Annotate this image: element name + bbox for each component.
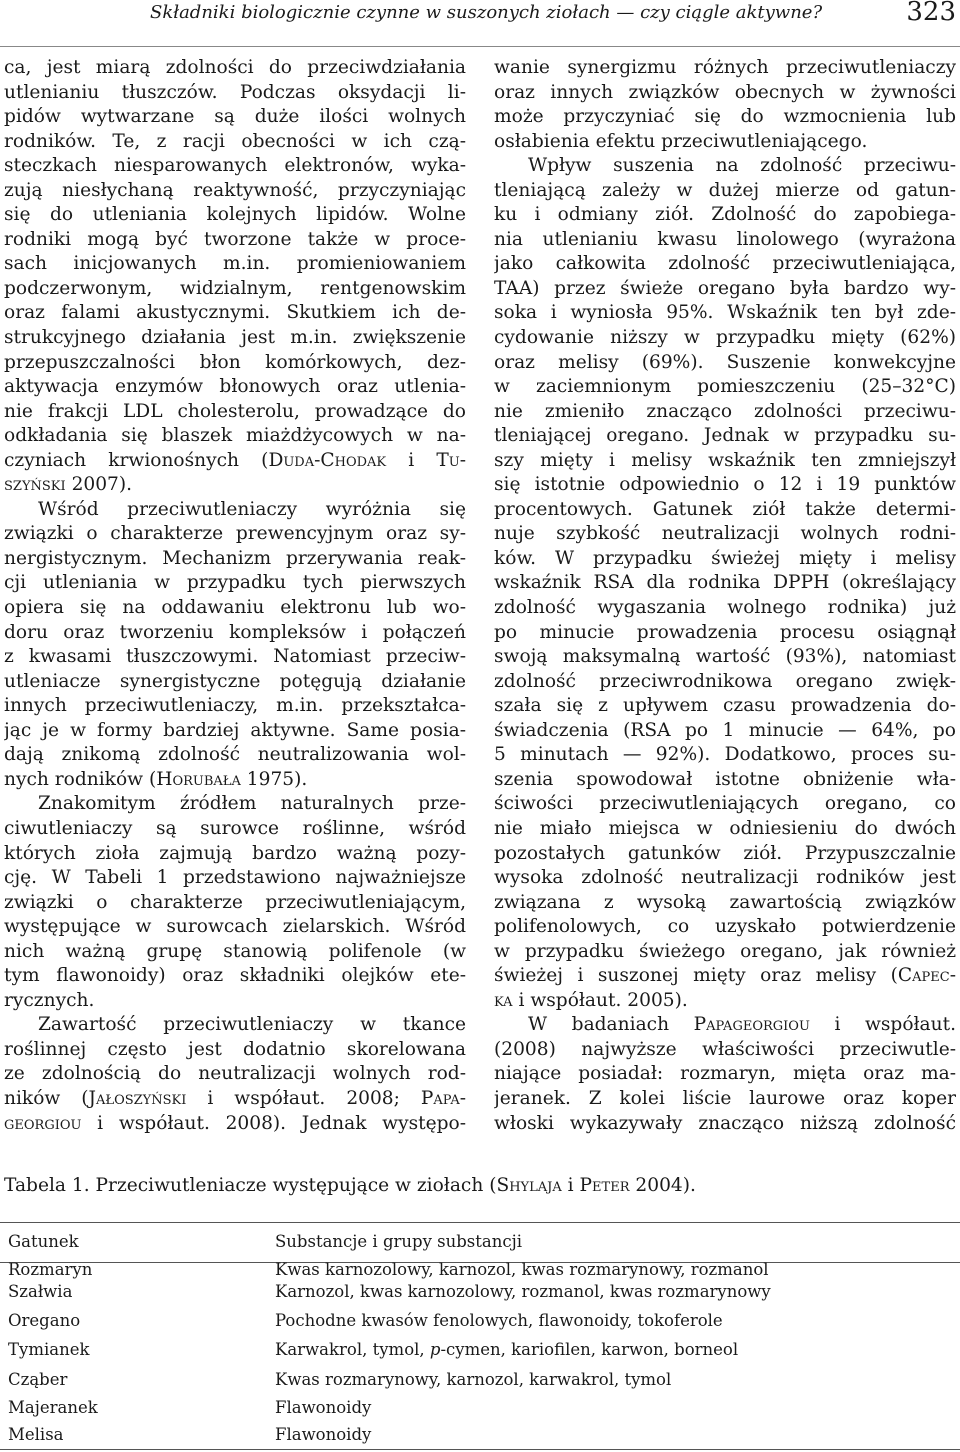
table-cell-substances: Flawonoidy <box>275 1398 372 1417</box>
text-line: po minucie prowadzenia procesu osiągnął <box>494 621 956 643</box>
table-cell-species: Oregano <box>8 1311 81 1330</box>
text-line: w zaciemnionym pomieszczeniu (25–32°C) <box>494 376 956 398</box>
text-line: nia utlenianiu kwasu linolowego (wyrażona <box>494 228 956 250</box>
text-line: ze zdolnością do neutralizacji wolnych rod- <box>4 1063 466 1085</box>
text-line: W badaniach Papageorgiou i współaut. <box>528 1014 956 1036</box>
text-line: związki o charakterze prewencyjnym oraz sy- <box>4 523 466 545</box>
text-line: procentowych. Gatunek ziół także determi- <box>494 498 956 520</box>
table-cell-species: Tymianek <box>8 1340 90 1359</box>
text-line: pozostałych gatunków ziół. Przypuszczalnie <box>494 842 956 864</box>
table-cell-species: Melisa <box>8 1425 64 1444</box>
text-line: świeżej i suszonej mięty oraz melisy (Capec- <box>494 965 956 987</box>
text-line: ku i odmiany ziół. Zdolność do zapobiega- <box>494 204 956 226</box>
text-line: swoją maksymalną wartość (93%), natomiast <box>494 646 956 668</box>
text-line: rodników. Te, z racji obecności w ich czą- <box>4 130 466 152</box>
left-text-column <box>4 56 466 1136</box>
running-title: Składniki biologicznie czynne w suszonych ziołach — czy ciągle aktywne? <box>150 2 823 23</box>
text-line: odkładania się blaszek miażdżycowych w na- <box>4 425 466 447</box>
text-line: polifenolowych, co uzyskało potwierdzenie <box>494 916 956 938</box>
running-header <box>0 0 960 47</box>
text-line: nuje szybkość neutralizacji wolnych rodni- <box>494 523 956 545</box>
text-line: rodniki mogą być tworzone także w proce- <box>4 228 466 250</box>
text-line: czyniach krwionośnych (Duda-Chodak i Tu- <box>4 449 466 471</box>
text-line: jeranek. Z kolei liście laurowe oraz koper <box>494 1087 956 1109</box>
table-cell-species: Rozmaryn <box>8 1260 93 1279</box>
text-line: utlenianiu tłuszczów. Podczas oksydacji li- <box>4 81 466 103</box>
text-line: cji utleniania w przypadku tych pierwszych <box>4 572 466 594</box>
text-line: doru oraz tworzeniu kompleksów i połączeń <box>4 621 466 643</box>
text-line: oraz innych związków obecnych w żywności <box>494 81 956 103</box>
text-line: wskaźnik RSA dla rodnika DPPH (określający <box>494 572 956 594</box>
text-line: osłabienia efektu przeciwutleniającego. <box>494 130 868 152</box>
text-line: szała się z upływem czasu prowadzenia do- <box>494 695 956 717</box>
text-line: szy mięty i melisy wskaźnik ten zmniejszył <box>494 449 956 471</box>
text-line: roślinnej często jest dodatnio skorelowana <box>4 1038 466 1060</box>
table-cell-substances: Kwas rozmarynowy, karnozol, karwakrol, tymol <box>275 1370 672 1389</box>
text-line: występujące w surowcach zielarskich. Wśród <box>4 916 466 938</box>
text-line: oraz melisy (69%). Suszenie konwekcyjne <box>494 351 956 373</box>
table-caption: Tabela 1. Przeciwutleniacze występujące w ziołach (Shylaja i Peter 2004). <box>4 1175 696 1196</box>
text-line: w przypadku świeżego oregano, jak również <box>494 940 956 962</box>
text-line: tleniającej oregano. Jednak w przypadku su- <box>494 425 956 447</box>
text-line: jąc je w formy bardziej aktywne. Same posia- <box>4 719 466 741</box>
text-line: ca, jest miarą zdolności do przeciwdziałania <box>4 57 466 78</box>
text-line: szenia spowodował istotne obniżenie wła- <box>494 768 956 790</box>
text-line: soka i wyniosła 95%. Wskaźnik ten był zde- <box>494 302 956 324</box>
text-line: opiera się na oddawaniu elektronu lub wo- <box>4 597 466 619</box>
table-bottom-rule <box>0 1449 960 1450</box>
text-line: ciwutleniaczy są surowce roślinne, wśród <box>4 817 466 839</box>
text-line: strukcyjnego działania jest m.in. zwiększenie <box>4 327 466 349</box>
text-line: z kwasami tłuszczowymi. Natomiast przeciw- <box>4 646 466 668</box>
table-cell-species: Cząber <box>8 1370 68 1389</box>
text-line: innych przeciwutleniaczy, m.in. przekształca- <box>4 695 466 717</box>
text-line: tym flawonoidy) oraz składniki olejków ete- <box>4 965 466 987</box>
text-line: nych rodników (Horubała 1975). <box>4 768 308 790</box>
page-number: 323 <box>906 0 956 27</box>
text-line: się istotnie odpowiednio o 12 i 19 punktów <box>494 474 956 496</box>
text-line: się do utleniania kolejnych lipidów. Wolne <box>4 204 466 226</box>
text-line: związana z wysoką zawartością związków <box>494 891 956 913</box>
text-line: nergistycznym. Mechanizm przerywania reak- <box>4 547 466 569</box>
text-line: pidów wytwarzane są duże ilości wolnych <box>4 106 466 128</box>
text-line: wanie synergizmu różnych przeciwutleniaczy <box>494 57 956 78</box>
text-line: Znakomitym źródłem naturalnych prze- <box>38 793 466 815</box>
table-cell-species: Majeranek <box>8 1398 98 1417</box>
text-line: steczkach niesparowanych elektronów, wyka- <box>4 155 466 177</box>
caption-author-1: Shylaja <box>496 1175 562 1196</box>
caption-author-2: Peter <box>579 1175 630 1196</box>
text-line: tleniającą zależy w dużej mierze od gatun- <box>494 179 956 201</box>
text-line: włoski wykazywały znacząco niższą zdolność <box>494 1112 956 1134</box>
text-line: TAA) przez świeże oregano była bardzo wy- <box>494 277 956 299</box>
table-cell-substances: Karwakrol, tymol, p-cymen, kariofilen, karwon, borneol <box>275 1340 739 1359</box>
right-text-column <box>494 56 956 1136</box>
text-line: związki o charakterze przeciwutleniającym, <box>4 891 466 913</box>
text-line: nie zmieniło znacząco zdolności przeciwu- <box>494 400 956 422</box>
text-line: georgiou i współaut. 2008). Jednak występo- <box>4 1112 466 1134</box>
text-line: szyński 2007). <box>4 474 133 496</box>
text-line: cydowanie niższy w przypadku mięty (62%) <box>494 327 956 349</box>
text-line: cję. W Tabeli 1 przedstawiono najważniejsze <box>4 867 466 889</box>
text-line: jako całkowita zdolność przeciwutleniająca, <box>494 253 956 275</box>
text-line: utleniacze synergistyczne potęgują działanie <box>4 670 466 692</box>
text-line: aktywacja enzymów błonowych oraz utlenia- <box>4 376 466 398</box>
text-line: Wpływ suszenia na zdolność przeciwu- <box>528 155 956 177</box>
text-line: (2008) najwyższe właściwości przeciwutle- <box>494 1038 956 1060</box>
table-cell-species: Szałwia <box>8 1282 73 1301</box>
table-cell-substances: Karnozol, kwas karnozolowy, rozmanol, kwas rozmarynowy <box>275 1282 771 1301</box>
text-line: nie miało miejsca w odniesieniu do dwóch <box>494 817 956 839</box>
text-line: sach inicjowanych m.in. promieniowaniem <box>4 253 466 275</box>
text-line: zdolność przeciwrodnikowa oregano zwięk- <box>494 670 956 692</box>
text-line: przepuszczalności błon komórkowych, dez- <box>4 351 466 373</box>
text-line: dają znikomą zdolność neutralizowania wol- <box>4 744 466 766</box>
text-line: ka i współaut. 2005). <box>494 989 688 1011</box>
text-line: ków. W przypadku świeżej mięty i melisy <box>494 547 956 569</box>
text-line: zują niesłychaną reaktywność, przyczyniając <box>4 179 466 201</box>
table-cell-substances: Kwas karnozolowy, karnozol, kwas rozmarynowy, rozmanol <box>275 1260 769 1279</box>
text-line: oraz falami akustycznymi. Skutkiem ich de- <box>4 302 466 324</box>
table-header-substances: Substancje i grupy substancji <box>275 1232 523 1251</box>
text-line: nich ważną grupę stanowią polifenole (w <box>4 940 466 962</box>
text-line: niające posiadał: rozmaryn, mięta oraz ma- <box>494 1063 956 1085</box>
text-line: świadczenia (RSA po 1 minucie — 64%, po <box>494 719 956 741</box>
text-line: zdolność wygaszania wolnego rodnika) już <box>494 597 956 619</box>
table-header-species: Gatunek <box>8 1232 79 1251</box>
table-top-rule <box>0 1222 960 1223</box>
text-line: 5 minutach — 92%). Dodatkowo, proces su- <box>494 744 956 766</box>
antioxidants-table <box>0 1222 960 1450</box>
table-cell-substances: Pochodne kwasów fenolowych, flawonoidy, tokoferole <box>275 1311 723 1330</box>
text-line: Wśród przeciwutleniaczy wyróżnia się <box>38 498 466 520</box>
text-line: podczerwonym, widzialnym, rentgenowskim <box>4 277 466 299</box>
text-line: rycznych. <box>4 989 95 1011</box>
text-line: ników (Jałoszyński i współaut. 2008; Papa- <box>4 1087 466 1109</box>
text-line: których zioła zajmują bardzo ważną pozy- <box>4 842 466 864</box>
text-line: ściwości przeciwutleniających oregano, co <box>494 793 956 815</box>
text-line: Zawartość przeciwutleniaczy w tkance <box>38 1014 466 1036</box>
text-line: wysoka zdolność neutralizacji rodników jest <box>494 867 956 889</box>
text-line: może przyczyniać się do wzmocnienia lub <box>494 106 956 128</box>
text-line: nie frakcji LDL cholesterolu, prowadzące do <box>4 400 466 422</box>
table-cell-substances: Flawonoidy <box>275 1425 372 1444</box>
